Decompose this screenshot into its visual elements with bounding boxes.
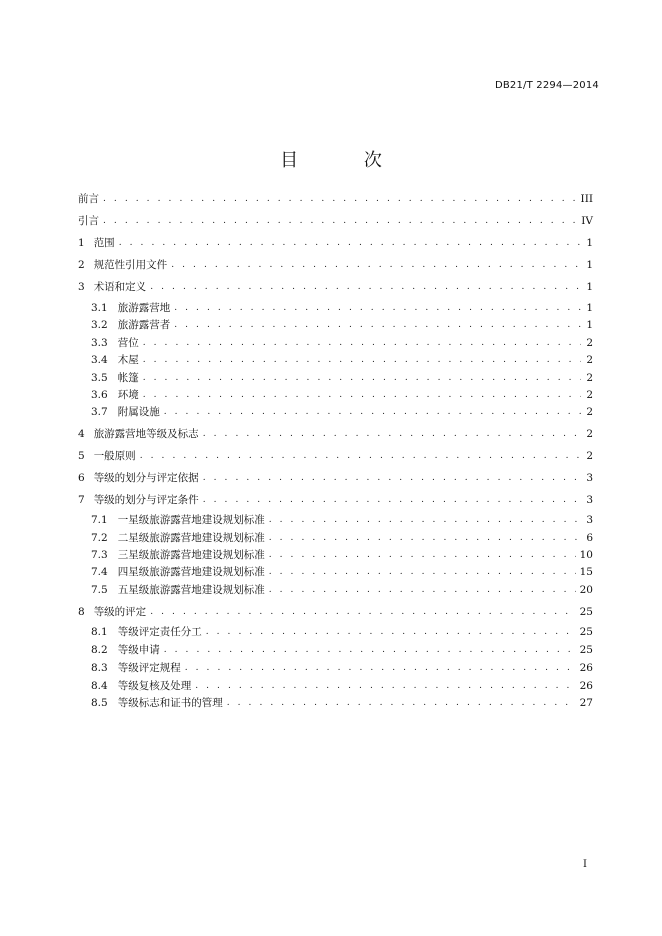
toc-dot-leader — [103, 213, 577, 229]
toc-entry[interactable] — [78, 191, 593, 207]
toc-entry-page: 3 — [586, 472, 593, 484]
toc-entry-page: 2 — [586, 389, 593, 401]
toc-entry-title: 一星级旅游露营地建设规划标准 — [117, 514, 265, 526]
toc-dot-leader — [143, 387, 581, 403]
toc-entry-page: 26 — [579, 680, 593, 692]
toc-entry-title: 等级的评定 — [93, 606, 147, 618]
toc-entry-title: 等级的划分与评定依据 — [93, 472, 199, 484]
toc-entry-page: 15 — [579, 566, 593, 578]
toc-dot-leader — [269, 582, 576, 598]
toc-entry-title: 旅游露营地 — [117, 302, 171, 314]
toc-entry-number: 2 — [78, 259, 85, 271]
toc-entry-number: 3.1 — [91, 302, 108, 314]
toc-dot-leader — [164, 642, 576, 658]
toc-entry[interactable] — [78, 257, 593, 273]
toc-entry-number: 8.1 — [91, 626, 108, 638]
toc-entry[interactable] — [91, 404, 593, 420]
toc-entry-page: 6 — [586, 532, 593, 544]
toc-dot-leader — [140, 448, 581, 464]
toc-dot-leader — [185, 660, 576, 676]
toc-entry-title: 范围 — [93, 237, 115, 249]
toc-dot-leader — [143, 370, 581, 386]
toc-entry-number: 6 — [78, 472, 85, 484]
toc-entry[interactable] — [91, 582, 593, 598]
toc-entry-number: 3.2 — [91, 319, 108, 331]
toc-entry-number: 3.7 — [91, 406, 108, 418]
toc-dot-leader — [150, 279, 581, 295]
toc-entry-title: 旅游露营者 — [117, 319, 171, 331]
toc-entry-page: 25 — [579, 606, 593, 618]
toc-entry-page: 2 — [586, 450, 593, 462]
toc-entry-number: 7.2 — [91, 532, 108, 544]
toc-entry-title: 木屋 — [117, 354, 139, 366]
toc-entry-page: 1 — [586, 259, 593, 271]
toc-dot-leader — [174, 317, 581, 333]
table-of-contents — [78, 0, 593, 936]
toc-dot-leader — [143, 352, 581, 368]
toc-entry-page: 25 — [579, 644, 593, 656]
toc-entry-number: 3.5 — [91, 372, 108, 384]
toc-dot-leader — [103, 191, 577, 207]
toc-entry-number: 3.4 — [91, 354, 108, 366]
toc-entry-page: 1 — [586, 237, 593, 249]
toc-entry-number: 8.2 — [91, 644, 108, 656]
toc-entry-page: 2 — [586, 337, 593, 349]
toc-entry-page: 3 — [586, 494, 593, 506]
toc-entry-number: 7.5 — [91, 584, 108, 596]
toc-dot-leader — [269, 512, 581, 528]
toc-entry[interactable] — [91, 300, 593, 316]
toc-entry[interactable] — [78, 448, 593, 464]
toc-dot-leader — [195, 678, 575, 694]
toc-entry[interactable] — [78, 604, 593, 620]
toc-dot-leader — [119, 235, 581, 251]
toc-entry-title: 等级的划分与评定条件 — [93, 494, 199, 506]
toc-entry-title: 等级评定责任分工 — [117, 626, 202, 638]
toc-dot-leader — [269, 547, 576, 563]
toc-dot-leader — [203, 470, 581, 486]
toc-entry-number: 1 — [78, 237, 85, 249]
toc-entry-number: 3.3 — [91, 337, 108, 349]
toc-dot-leader — [206, 624, 576, 640]
toc-entry-title: 前言 — [78, 193, 99, 205]
toc-entry[interactable] — [91, 352, 593, 368]
toc-dot-leader — [203, 426, 581, 442]
toc-entry-number: 8 — [78, 606, 85, 618]
toc-entry-page: 1 — [586, 302, 593, 314]
toc-entry-page: 20 — [579, 584, 593, 596]
toc-entry-page: III — [580, 193, 593, 205]
toc-entry-title: 引言 — [78, 215, 99, 227]
toc-dot-leader — [174, 300, 581, 316]
toc-entry[interactable] — [91, 335, 593, 351]
toc-dot-leader — [143, 335, 581, 351]
toc-entry[interactable] — [78, 492, 593, 508]
toc-entry[interactable] — [91, 512, 593, 528]
toc-entry-page: 2 — [586, 354, 593, 366]
toc-entry-number: 8.3 — [91, 662, 108, 674]
toc-entry[interactable] — [78, 235, 593, 251]
toc-entry[interactable] — [91, 695, 593, 711]
toc-entry[interactable] — [91, 317, 593, 333]
toc-entry-title: 一般原则 — [93, 450, 136, 462]
toc-entry-page: 27 — [579, 697, 593, 709]
toc-entry[interactable] — [78, 470, 593, 486]
toc-entry-page: 26 — [579, 662, 593, 674]
toc-entry-title: 四星级旅游露营地建设规划标准 — [117, 566, 265, 578]
toc-dot-leader — [227, 695, 576, 711]
toc-dot-leader — [269, 530, 581, 546]
toc-entry[interactable] — [91, 370, 593, 386]
toc-entry-title: 旅游露营地等级及标志 — [93, 428, 199, 440]
toc-entry-number: 7 — [78, 494, 85, 506]
toc-entry-title: 营位 — [117, 337, 139, 349]
toc-entry-page: 1 — [586, 319, 593, 331]
toc-entry[interactable] — [91, 660, 593, 676]
toc-entry-title: 五星级旅游露营地建设规划标准 — [117, 584, 265, 596]
toc-entry-title: 等级标志和证书的管理 — [117, 697, 223, 709]
toc-entry-number: 7.3 — [91, 549, 108, 561]
document-code: DB21/T 2294—2014 — [494, 80, 599, 91]
toc-entry-number: 8.4 — [91, 680, 108, 692]
toc-entry-title: 术语和定义 — [93, 281, 147, 293]
toc-entry-number: 7.1 — [91, 514, 108, 526]
toc-entry-title: 三星级旅游露营地建设规划标准 — [117, 549, 265, 561]
toc-entry[interactable] — [78, 279, 593, 295]
toc-title: 目 次 — [280, 150, 412, 171]
toc-dot-leader — [171, 257, 581, 273]
toc-entry[interactable] — [91, 547, 593, 563]
toc-entry-page: 2 — [586, 428, 593, 440]
toc-entry-page: 2 — [586, 372, 593, 384]
toc-entry-page: 25 — [579, 626, 593, 638]
toc-dot-leader — [150, 604, 575, 620]
toc-entry[interactable] — [78, 426, 593, 442]
toc-entry-page: 2 — [586, 406, 593, 418]
toc-entry-number: 3 — [78, 281, 85, 293]
toc-entry[interactable] — [78, 213, 593, 229]
toc-entry[interactable] — [91, 387, 593, 403]
toc-entry-title: 环境 — [117, 389, 139, 401]
toc-entry-title: 附属设施 — [117, 406, 160, 418]
toc-dot-leader — [203, 492, 581, 508]
toc-entry-page: IV — [581, 215, 593, 227]
toc-entry-number: 3.6 — [91, 389, 108, 401]
toc-entry-number: 5 — [78, 450, 85, 462]
toc-entry[interactable] — [91, 530, 593, 546]
toc-entry-page: 10 — [579, 549, 593, 561]
toc-entry-title: 等级评定规程 — [117, 662, 181, 674]
toc-entry-title: 等级申请 — [117, 644, 160, 656]
toc-entry-title: 等级复核及处理 — [117, 680, 192, 692]
toc-dot-leader — [269, 564, 576, 580]
toc-entry[interactable] — [91, 678, 593, 694]
toc-entry-title: 规范性引用文件 — [93, 259, 168, 271]
toc-entry-page: 1 — [586, 281, 593, 293]
toc-entry[interactable] — [91, 564, 593, 580]
toc-entry-title: 二星级旅游露营地建设规划标准 — [117, 532, 265, 544]
toc-dot-leader — [164, 404, 581, 420]
toc-entry-title: 帐篷 — [117, 372, 139, 384]
page-number: I — [583, 859, 587, 870]
toc-entry-page: 3 — [586, 514, 593, 526]
toc-entry-number: 4 — [78, 428, 85, 440]
toc-entry-number: 8.5 — [91, 697, 108, 709]
toc-entry-number: 7.4 — [91, 566, 108, 578]
toc-entry[interactable] — [91, 642, 593, 658]
toc-entry[interactable] — [91, 624, 593, 640]
